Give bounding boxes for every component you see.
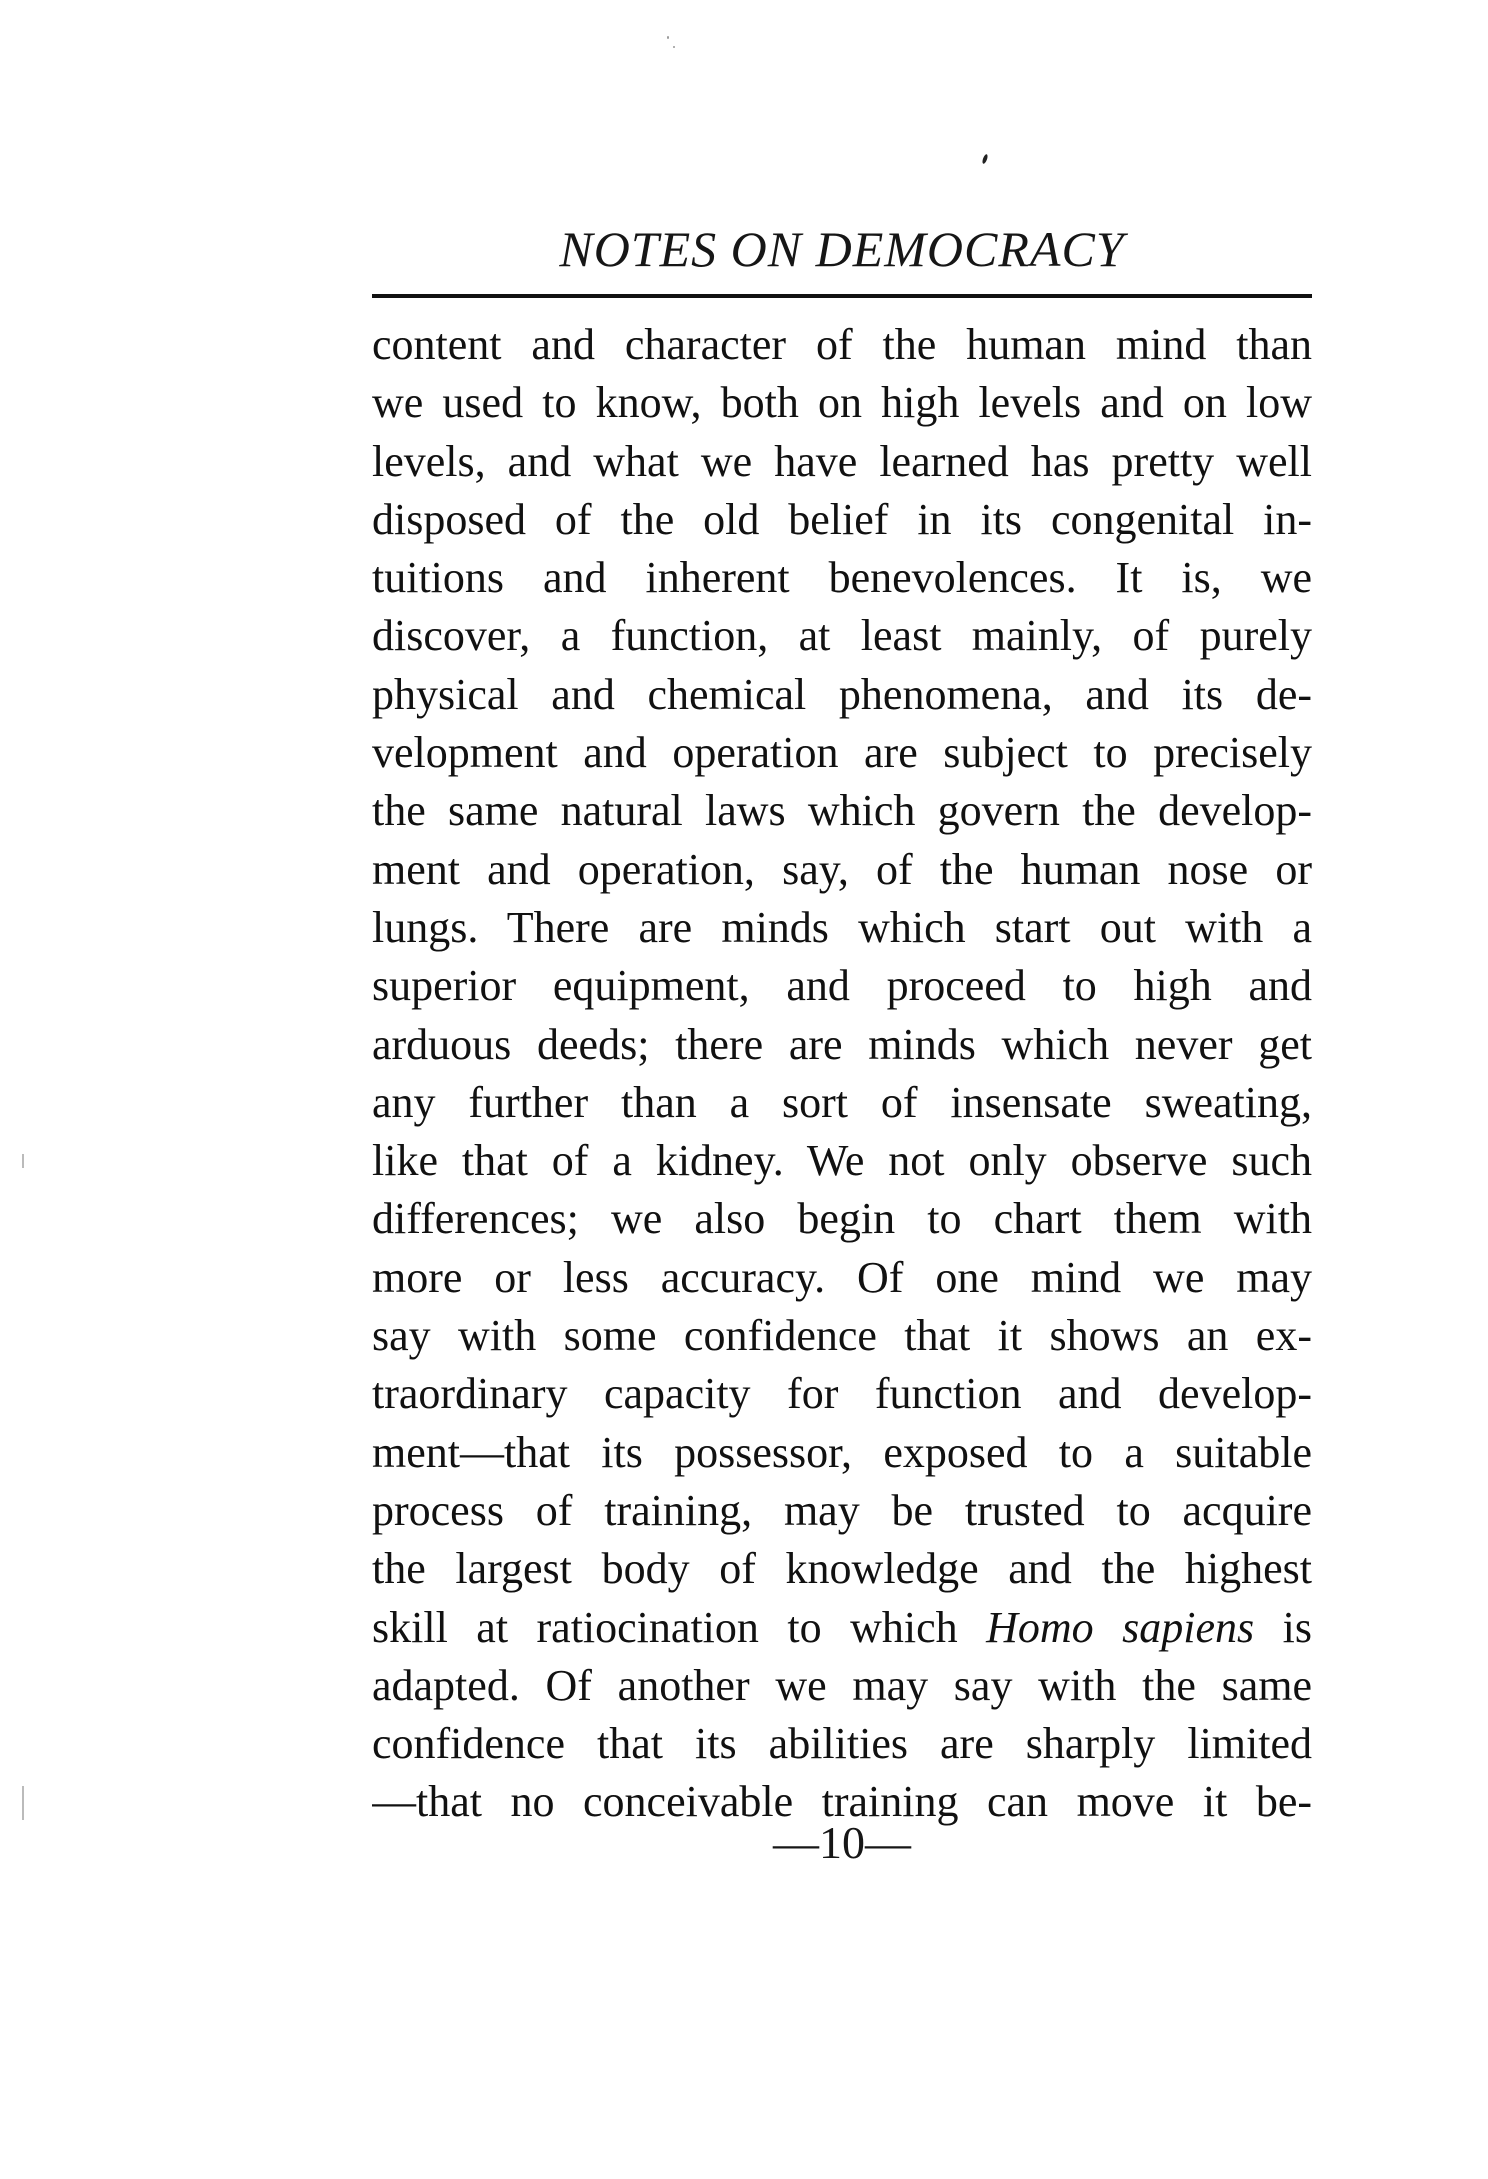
text-segment: is bbox=[1254, 1602, 1312, 1652]
text-line: more or less accuracy. Of one mind we may bbox=[372, 1252, 1312, 1302]
text-line: traordinary capacity for function and develop- bbox=[372, 1369, 1312, 1419]
text-line: confidence that its abilities are sharply limited bbox=[372, 1719, 1312, 1769]
page-number: —10— bbox=[773, 1817, 911, 1868]
text-line: levels, and what we have learned has pretty well bbox=[372, 436, 1312, 486]
text-line: the largest body of knowledge and the highest bbox=[372, 1544, 1312, 1594]
text-line: differences; we also begin to chart them with bbox=[372, 1194, 1312, 1244]
ink-speck bbox=[673, 46, 675, 48]
text-line: content and character of the human mind than bbox=[372, 320, 1312, 369]
text-line: discover, a function, at least mainly, of purely bbox=[372, 611, 1312, 661]
margin-mark bbox=[22, 1154, 24, 1168]
body-text bbox=[372, 316, 1312, 1832]
text-line: lungs. There are minds which start out with a bbox=[372, 902, 1312, 952]
text-line: arduous deeds; there are minds which never get bbox=[372, 1019, 1312, 1069]
text-line: any further than a sort of insensate sweating, bbox=[372, 1077, 1312, 1127]
ink-speck bbox=[667, 36, 669, 39]
margin-mark bbox=[22, 1786, 24, 1820]
text-line: like that of a kidney. We not only observe such bbox=[372, 1136, 1312, 1186]
text-line: velopment and operation are subject to precisely bbox=[372, 728, 1312, 778]
text-line: physical and chemical phenomena, and its de- bbox=[372, 669, 1312, 719]
text-line: the same natural laws which govern the develop- bbox=[372, 786, 1312, 836]
text-line: we used to know, both on high levels and on low bbox=[372, 378, 1312, 428]
italic-term: Homo sapiens bbox=[986, 1602, 1255, 1652]
text-line: —that no conceivable training can move it be- bbox=[372, 1777, 1312, 1827]
text-segment: skill at ratiocination to which bbox=[372, 1602, 987, 1652]
text-line bbox=[372, 1599, 1312, 1657]
text-line: disposed of the old belief in its congenital in- bbox=[372, 494, 1312, 544]
text-line: ment—that its possessor, exposed to a suitable bbox=[372, 1427, 1312, 1477]
running-head: NOTES ON DEMOCRACY bbox=[559, 221, 1125, 277]
text-line: adapted. Of another we may say with the same bbox=[372, 1660, 1312, 1710]
ink-speck bbox=[981, 154, 988, 165]
text-line: ment and operation, say, of the human nose or bbox=[372, 844, 1312, 894]
text-line: tuitions and inherent benevolences. It is, we bbox=[372, 553, 1312, 603]
text-line: process of training, may be trusted to acquire bbox=[372, 1485, 1312, 1535]
header-rule bbox=[372, 294, 1312, 298]
text-line: superior equipment, and proceed to high and bbox=[372, 961, 1312, 1011]
text-line: say with some confidence that it shows an ex- bbox=[372, 1311, 1312, 1361]
